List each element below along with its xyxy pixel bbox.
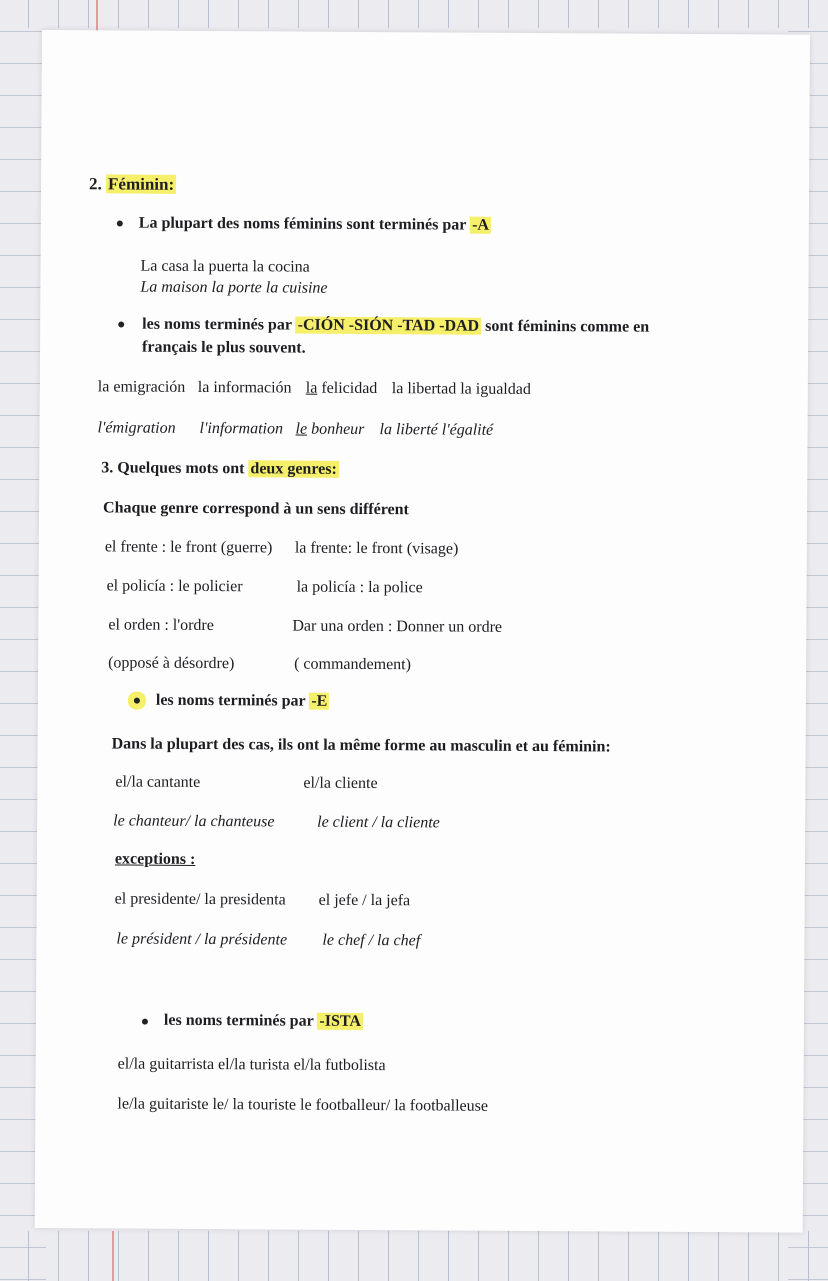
exceptions-fr-left: le président / la présidente bbox=[116, 930, 288, 949]
rule-e bbox=[156, 691, 330, 712]
printed-sheet bbox=[35, 30, 810, 1233]
rule-cion bbox=[142, 315, 649, 338]
example-cion-es-4: la libertad la igualdad bbox=[391, 380, 531, 398]
example-ista-fr: le/la guitariste le/ la touriste le footballeur/ la footballeuse bbox=[117, 1095, 489, 1115]
notebook-margin-bottom bbox=[112, 1231, 114, 1281]
rule-cion-endings: -CIÓN -SIÓN -TAD -DAD bbox=[297, 316, 480, 335]
two-genres-left-2: el policía : le policier bbox=[106, 577, 243, 596]
rule-a-text: La plupart des noms féminins sont terminés par bbox=[138, 214, 467, 234]
example-cion-es-2: la información bbox=[197, 378, 292, 397]
example-cion-fr-2: l'information bbox=[199, 419, 284, 438]
two-genres-left-1: el frente : le front (guerre) bbox=[104, 538, 273, 557]
section-2-number: 2. bbox=[89, 174, 102, 194]
example-cion-fr-3-article: le bbox=[295, 420, 308, 438]
example-e-fr-left: le chanteur/ la chanteuse bbox=[113, 812, 275, 831]
two-genres-left-3: el orden : l'ordre bbox=[108, 616, 214, 635]
rule-ista-text: les noms terminés par bbox=[163, 1011, 314, 1030]
example-e-es-right: el/la cliente bbox=[303, 774, 378, 793]
rule-a bbox=[139, 214, 491, 236]
two-genres-right-4: ( commandement) bbox=[294, 655, 412, 674]
exceptions-es-left: el presidente/ la presidenta bbox=[114, 890, 286, 909]
example-cion-fr-1: l'émigration bbox=[97, 419, 176, 437]
two-genres-right-3: Dar una orden : Donner un ordre bbox=[292, 617, 503, 636]
section-3-subtitle: Chaque genre correspond à un sens différent bbox=[103, 499, 409, 519]
rule-cion-line2: français le plus souvent. bbox=[142, 338, 306, 357]
rule-a-ending: -A bbox=[472, 216, 490, 234]
rule-e-ending: -E bbox=[311, 692, 328, 710]
example-cion-fr-3 bbox=[296, 420, 365, 440]
bullet-icon bbox=[134, 698, 140, 704]
section-3-highlight: deux genres: bbox=[250, 460, 337, 478]
rule-cion-text-after: sont féminins comme en bbox=[485, 317, 650, 336]
section-3-heading bbox=[101, 458, 339, 479]
example-a-spanish: La casa la puerta la cocina bbox=[140, 257, 310, 276]
rule-ista-ending: -ISTA bbox=[319, 1012, 361, 1030]
rule-e-text: les noms terminés par bbox=[155, 691, 306, 710]
example-cion-es-3 bbox=[306, 379, 378, 399]
section-2-heading bbox=[89, 174, 176, 195]
section-3-text: 3. Quelques mots ont bbox=[101, 459, 245, 478]
example-ista-es: el/la guitarrista el/la turista el/la futbolista bbox=[117, 1055, 386, 1075]
example-a-french: La maison la porte la cuisine bbox=[140, 278, 328, 297]
bullet-icon bbox=[118, 321, 124, 327]
example-e-es-left: el/la cantante bbox=[115, 773, 201, 791]
bullet-icon bbox=[117, 220, 123, 226]
rule-cion-text-before: les noms terminés par bbox=[142, 315, 292, 334]
two-genres-right-2: la policía : la police bbox=[296, 578, 423, 597]
two-genres-left-4: (opposé à désordre) bbox=[108, 654, 235, 673]
rule-ista bbox=[164, 1011, 363, 1032]
example-cion-fr-3-noun: bonheur bbox=[311, 420, 365, 438]
example-e-fr-right: le client / la cliente bbox=[317, 813, 440, 832]
exceptions-label: exceptions : bbox=[114, 850, 196, 868]
example-cion-fr-4: la liberté l'égalité bbox=[379, 421, 494, 439]
exceptions-es-right: el jefe / la jefa bbox=[318, 891, 411, 910]
example-cion-es-3-noun: felicidad bbox=[321, 379, 378, 398]
rule-e-explanation: Dans la plupart des cas, ils ont la même forme au masculin et au féminin: bbox=[111, 735, 611, 756]
bullet-icon bbox=[142, 1019, 148, 1025]
example-cion-es-3-article: la bbox=[305, 379, 318, 397]
exceptions-fr-right: le chef / la chef bbox=[322, 931, 421, 950]
two-genres-right-1: la frente: le front (visage) bbox=[294, 539, 459, 558]
section-2-title: Féminin: bbox=[108, 174, 175, 194]
example-cion-es-1: la emigración bbox=[97, 378, 186, 396]
